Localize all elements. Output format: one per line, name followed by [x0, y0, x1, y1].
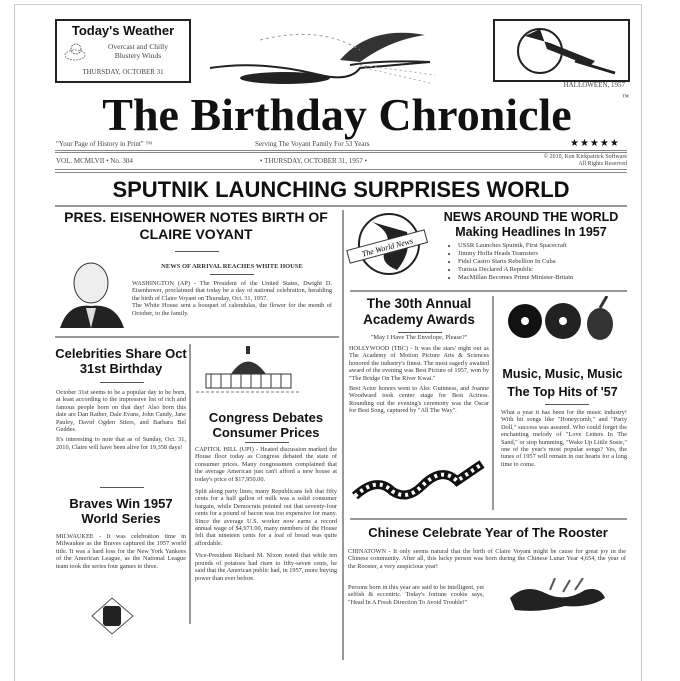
academy-body-2: Best Actor honors went to Alec Guinness, and Joanne Woodward took center stage for Best Actress. Rounding out the evening's ceremony was the Oscar for Best Song, captured by "All The Way". — [349, 385, 489, 415]
celebrities-body-1: October 31st seems to be a popular day to be born, at least according to the impressive list of rich and famous people born on that day! Also born this date are Dan Rather, Dale Evans, John Candy, Jane Pauley, David Ogden Stiers, and Barbara Bel Geddes. — [56, 389, 186, 434]
braves-body: MILWAUKEE - It was celebration time in Milwaukee as the Braves captured the 1957 world title. It was a hard loss for the New York Yankees of the American League, as the National League team took the series four games to three. — [56, 533, 186, 570]
world-news-item: • Jimmy Hoffa Heads Teamsters — [458, 250, 633, 258]
academy-quote: "May I Have The Envelope, Please?" — [370, 334, 468, 341]
chinese-body-1: CHINATOWN - It only seems natural that the birth of Claire Voyant might be cause for great joy in the Chinese community. After all, this lucky person was born during the Chinese Lunar Year 4,654, the year of the Rooster, a very auspicious year! — [348, 548, 626, 570]
music-headline: Music, Music, Music — [502, 367, 623, 381]
main-headline: SPUTNIK LAUNCHING SURPRISES WORLD — [112, 177, 570, 202]
eagle-illustration — [200, 20, 440, 85]
congress-body-3: Vice-President Richard M. Nixon noted that while ten pounds of potatoes had risen to fifty-seven cents, he said that the American public had, in 1957, more buying power than ever before. — [195, 552, 337, 582]
tagline: "Your Page of History in Print" ™ — [56, 140, 153, 148]
serving-line: Serving The Voyant Family For 53 Years — [255, 140, 370, 148]
cloud-sun-icon — [63, 41, 89, 61]
issue-date: • THURSDAY, OCTOBER 31, 1957 • — [260, 157, 368, 165]
weather-forecast-1: Overcast and Chilly — [108, 42, 168, 51]
music-body: What a year it has been for the music industry! With hit songs like "Honeycomb," and "Party Doll," success was assured. Who could forget the enchanting melody of "Love Letters In The Sand," or stop humming, "Wake Up Little Susie," one of the year's most popular songs? Yes, the tunes of 1957 will remain in our hearts for a long time to come. — [501, 409, 627, 468]
chinese-body-2: Persons born in this year are said to be intelligent, yet selfish & eccentric. Today's fortune cookie says, "Head In A Fresh Direction To Avoid Trouble!" — [348, 584, 484, 606]
eisenhower-body-2: The White House sent a bouquet of calendulas, the flower for the month of October, to the family. — [132, 302, 332, 317]
music-subheadline: The Top Hits of '57 — [507, 385, 618, 399]
weather-date: THURSDAY, OCTOBER 31 — [82, 68, 164, 76]
world-news-list — [448, 242, 633, 282]
weather-box — [55, 19, 191, 83]
masthead-title: The Birthday Chronicle — [102, 89, 572, 140]
world-news-subheadline: Making Headlines In 1957 — [455, 225, 607, 239]
eisenhower-headline: PRES. EISENHOWER NOTES BIRTH OF CLAIRE VOYANT — [64, 209, 328, 242]
records-guitar-illustration — [495, 296, 625, 346]
weather-forecast-2: Blustery Winds — [114, 51, 162, 60]
volume-number: VOL. MCMLVII • No. 304 — [56, 157, 133, 165]
world-news-item: • USSR Launches Sputnik, First Spacecraft — [458, 242, 633, 250]
eisenhower-subhead: NEWS OF ARRIVAL REACHES WHITE HOUSE — [161, 263, 303, 270]
copyright: © 2010, Ken Kirkpatrick Software — [543, 154, 627, 160]
celebrities-headline: Celebrities Share Oct 31st Birthday — [55, 346, 187, 376]
world-news-item: • Tunisia Declared A Republic — [458, 266, 633, 274]
eisenhower-body-1: WASHINGTON (AP) - The President of the United States, Dwight D. Eisenhower, proclaimed that today be a day of national celebration, heralding the birth of Claire Voyant on Thursday, Oct. 31, 1957. — [132, 280, 332, 302]
world-news-item: • MacMillan Becomes Prime Minister-Britain — [458, 274, 633, 282]
braves-headline: Braves Win 1957 World Series — [69, 496, 173, 526]
academy-body-1: HOLLYWOOD (TBC) - It was the stars' night out as The Academy of Motion Picture Arts & Sciences honored the industry's finest. The most eagerly awaited award of the evening was Best Picture of 1957, won by "The Bridge On The River Kwai." — [349, 345, 489, 382]
halloween-caption: HALLOWEEN, 1957 — [563, 81, 625, 89]
trademark: ™ — [622, 93, 629, 101]
world-news-globe-illustration — [345, 212, 429, 280]
congress-headline: Congress Debates Consumer Prices — [208, 410, 324, 440]
congress-body-2: Split along party lines, many Republicans felt that fifty cents for a half gallon of milk was a solid consumer bargain, while Democrats pointed out that seventy-four cents for a pound of bacon was too expensive for many. Since the average U.S. worker now earns a record annual wage of $4,971.00, many members of the House felt that nineteen cents for a loaf of bread was quite affordable. — [195, 488, 337, 547]
witch-on-broom-illustration — [495, 21, 628, 80]
chinese-headline: Chinese Celebrate Year of The Rooster — [368, 525, 608, 540]
film-strip-illustration — [352, 456, 487, 501]
academy-headline: The 30th Annual Academy Awards — [363, 296, 475, 327]
celebrities-body-2: It's interesting to note that as of Sunday, Oct. 31, 2010, Claire will have been alive for 19,358 days! — [56, 436, 186, 451]
world-news-item: • Fidel Castro Starts Rebellion In Cuba — [458, 258, 633, 266]
rights-reserved: All Rights Reserved — [578, 161, 627, 167]
capitol-illustration — [196, 344, 301, 396]
eisenhower-portrait — [58, 258, 126, 328]
rating-stars: ★★★★★ — [570, 138, 620, 149]
weather-title: Today's Weather — [71, 23, 175, 38]
chinese-dragon-illustration — [505, 578, 610, 618]
world-series-logo — [90, 596, 135, 636]
globe-label: The World News — [360, 236, 414, 259]
congress-body-1: CAPITOL HILL (UPI) - Heated discussion marked the House floor today as Congress debated the state of consumer prices. Many congressmen complained that the average American just can't afford a new house at today's price of $17,950.00. — [195, 446, 337, 483]
halloween-box — [493, 19, 630, 82]
world-news-headline: NEWS AROUND THE WORLD — [443, 210, 619, 224]
